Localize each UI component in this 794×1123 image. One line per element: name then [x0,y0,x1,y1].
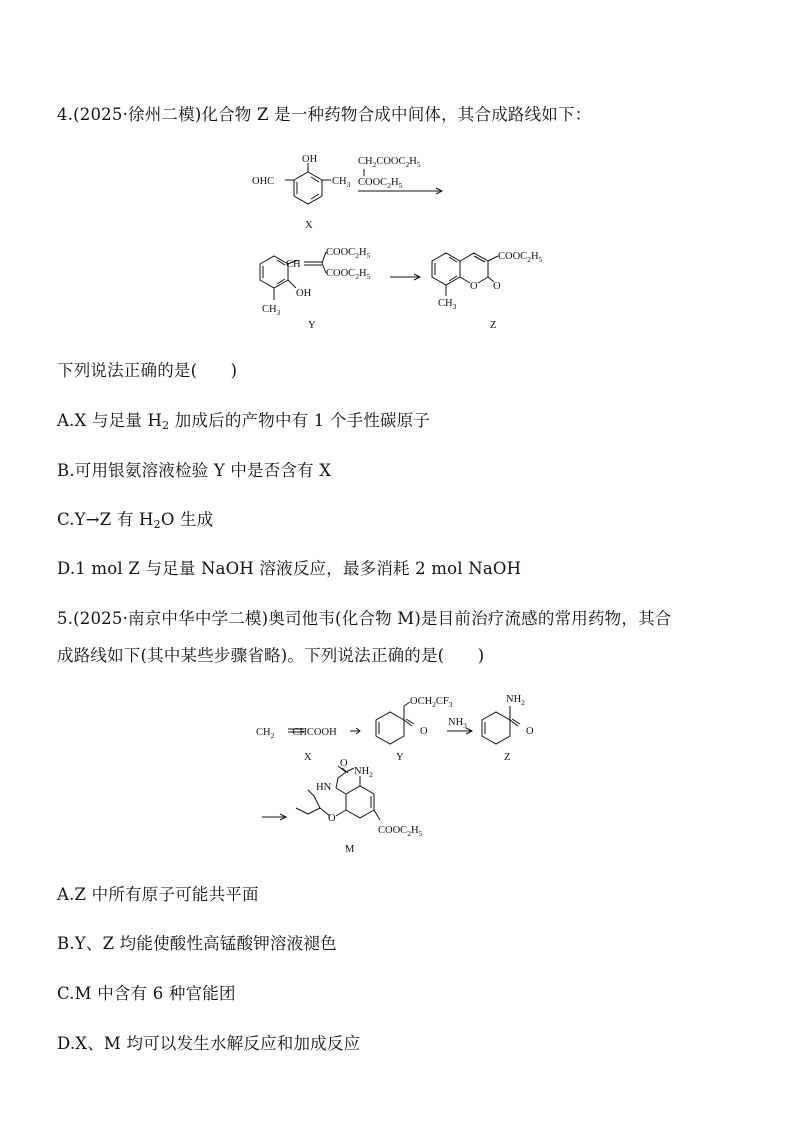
label-m: M [345,844,355,855]
y-ester-bottom: $COOC_2H_5$ [326,268,371,281]
label-z: Z [504,752,511,763]
m-nh2: $NH_2$ [354,766,373,779]
q5-option-d[interactable]: D.X、M 均可以发生水解反应和加成反应 [57,1034,361,1053]
z-ester: $COOC_2H_5$ [498,251,543,264]
y-ester-top: $COOC_2H_5$ [326,247,371,260]
q5-synthesis-scheme [250,690,560,860]
y-carbonyl-oxygen: O [420,726,428,737]
q5-option-c[interactable]: C.M 中含有 6 种官能团 [57,984,236,1003]
m-hn: HN [316,782,332,793]
m-ester: $COOC_2H_5$ [378,825,423,838]
q4-synthesis-scheme [240,148,570,338]
label-y: Y [308,320,316,331]
y-ch3: $CH_3$ [262,304,281,317]
x-oh: OH [302,154,318,165]
y-ch: CH [286,259,301,270]
q5-option-b[interactable]: B.Y、Z 均能使酸性高锰酸钾溶液褪色 [57,934,337,953]
label-z: Z [490,320,497,331]
q4-option-a[interactable]: A.X 与足量 $H_2$ 加成后的产物中有 1 个手性碳原子 [57,411,431,432]
reagent-line1: $CH_2COOC_2H_5$ [358,156,421,169]
z-keto-oxygen: O [493,281,501,292]
x-ch3: $CH_3$ [332,176,351,189]
q5-stem-line2: 成路线如下(其中某些步骤省略)。下列说法正确的是( ) [57,646,485,665]
q4-question: 下列说法正确的是( ) [57,361,238,380]
z-carbonyl-oxygen: O [526,726,534,737]
y-ester: $OCH_2CF_3$ [410,696,453,709]
z-nh2: $NH_2$ [506,694,525,707]
reagent-line2: $COOC_2H_5$ [358,177,403,190]
q4-option-d[interactable]: D.1 mol Z 与足量 NaOH 溶液反应，最多消耗 2 mol NaOH [57,559,522,578]
q4-option-c[interactable]: C.Y→Z 有 $H_2O$ 生成 [57,510,214,531]
q4-option-b[interactable]: B.可用银氨溶液检验 Y 中是否含有 X [57,461,332,480]
z-ch3: $CH_3$ [438,298,457,311]
label-x: X [305,220,313,231]
y-oh: OH [296,288,312,299]
label-x: X [304,752,312,763]
m-amide-oxygen: O [340,758,348,769]
q5-stem-line1: 5.(2025·南京中华中学二模)奥司他韦(化合物 M)是目前治疗流感的常用药物，其合 [57,609,672,628]
q4-stem: 4.(2025·徐州二模)化合物 Z 是一种药物合成中间体，其合成路线如下： [57,105,592,124]
m-ether-oxygen: O [328,813,336,824]
reagent-nh3: $NH_3$ [448,717,467,730]
x-formula: $CH_2$ CHCOOH [256,727,337,740]
z-ring-oxygen: O [470,281,478,292]
x-ohc: OHC [252,176,275,187]
q5-option-a[interactable]: A.Z 中所有原子可能共平面 [57,885,259,904]
label-y: Y [396,752,404,763]
